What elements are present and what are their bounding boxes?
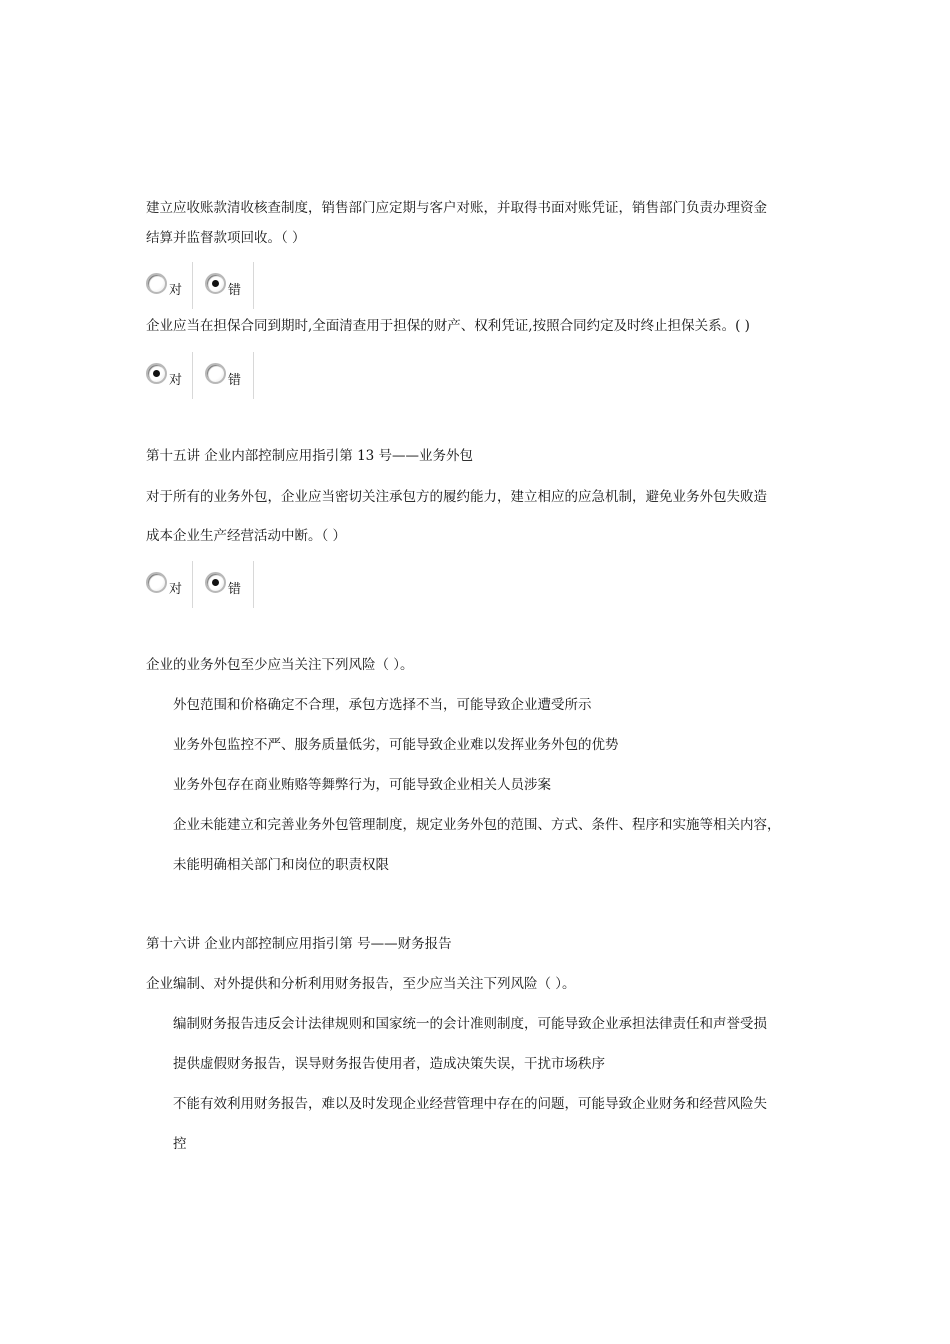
question-5-option-continued: 控 (173, 1136, 187, 1152)
radio-unchecked-icon[interactable] (146, 273, 167, 294)
option-label: 对 (169, 582, 183, 597)
question-4-stem: 企业的业务外包至少应当关注下列风险（ ）。 (146, 657, 414, 673)
question-5-option[interactable]: 编制财务报告违反会计法律规则和国家统一的会计准则制度，可能导致企业承担法律责任和声誉受损 (173, 1016, 767, 1032)
option-label: 对 (169, 373, 183, 388)
question-3-answer-group (146, 561, 254, 608)
question-1-answer-group (146, 262, 254, 309)
option-label: 对 (169, 283, 183, 298)
question-2-option-false[interactable] (192, 352, 254, 399)
question-4-option[interactable]: 企业未能建立和完善业务外包管理制度，规定业务外包的范围、方式、条件、程序和实施等相关内容， (173, 817, 781, 833)
question-5-option[interactable]: 不能有效利用财务报告，难以及时发现企业经营管理中存在的问题，可能导致企业财务和经营风险失 (173, 1096, 767, 1112)
question-3-option-false[interactable] (192, 561, 254, 608)
question-3-text-line-1: 对于所有的业务外包，企业应当密切关注承包方的履约能力，建立相应的应急机制，避免业务外包失败造 (146, 489, 767, 505)
radio-checked-icon[interactable] (205, 572, 226, 593)
question-3-text-line-2: 成本企业生产经营活动中断。（ ） (146, 528, 347, 544)
section-16-title: 第十六讲 企业内部控制应用指引第 号——财务报告 (146, 936, 452, 952)
question-4-option[interactable]: 业务外包监控不严、服务质量低劣，可能导致企业难以发挥业务外包的优势 (173, 737, 619, 753)
question-2-option-true[interactable] (146, 352, 192, 399)
question-4-option[interactable]: 外包范围和价格确定不合理，承包方选择不当，可能导致企业遭受所示 (173, 697, 592, 713)
question-1-option-false[interactable] (192, 262, 254, 309)
question-4-option-continued: 未能明确相关部门和岗位的职责权限 (173, 857, 389, 873)
option-label: 错 (228, 373, 242, 388)
question-1-text-line-1: 建立应收账款清收核查制度，销售部门应定期与客户对账，并取得书面对账凭证，销售部门负责办理资金 (146, 200, 767, 216)
radio-checked-icon[interactable] (146, 363, 167, 384)
question-4-option[interactable]: 业务外包存在商业贿赂等舞弊行为，可能导致企业相关人员涉案 (173, 777, 551, 793)
radio-unchecked-icon[interactable] (205, 363, 226, 384)
question-2-answer-group (146, 352, 254, 399)
question-5-stem: 企业编制、对外提供和分析利用财务报告，至少应当关注下列风险（ ）。 (146, 976, 576, 992)
radio-checked-icon[interactable] (205, 273, 226, 294)
option-label: 错 (228, 582, 242, 597)
question-1-text-line-2: 结算并监督款项回收。（ ） (146, 230, 306, 246)
section-15-title: 第十五讲 企业内部控制应用指引第 13 号——业务外包 (146, 448, 474, 464)
question-3-option-true[interactable] (146, 561, 192, 608)
question-1-option-true[interactable] (146, 262, 192, 309)
radio-unchecked-icon[interactable] (146, 572, 167, 593)
question-2-text: 企业应当在担保合同到期时,全面清查用于担保的财产、权利凭证,按照合同约定及时终止担保关系。( ) (146, 318, 750, 334)
question-5-option[interactable]: 提供虚假财务报告，误导财务报告使用者，造成决策失误，干扰市场秩序 (173, 1056, 605, 1072)
option-label: 错 (228, 283, 242, 298)
